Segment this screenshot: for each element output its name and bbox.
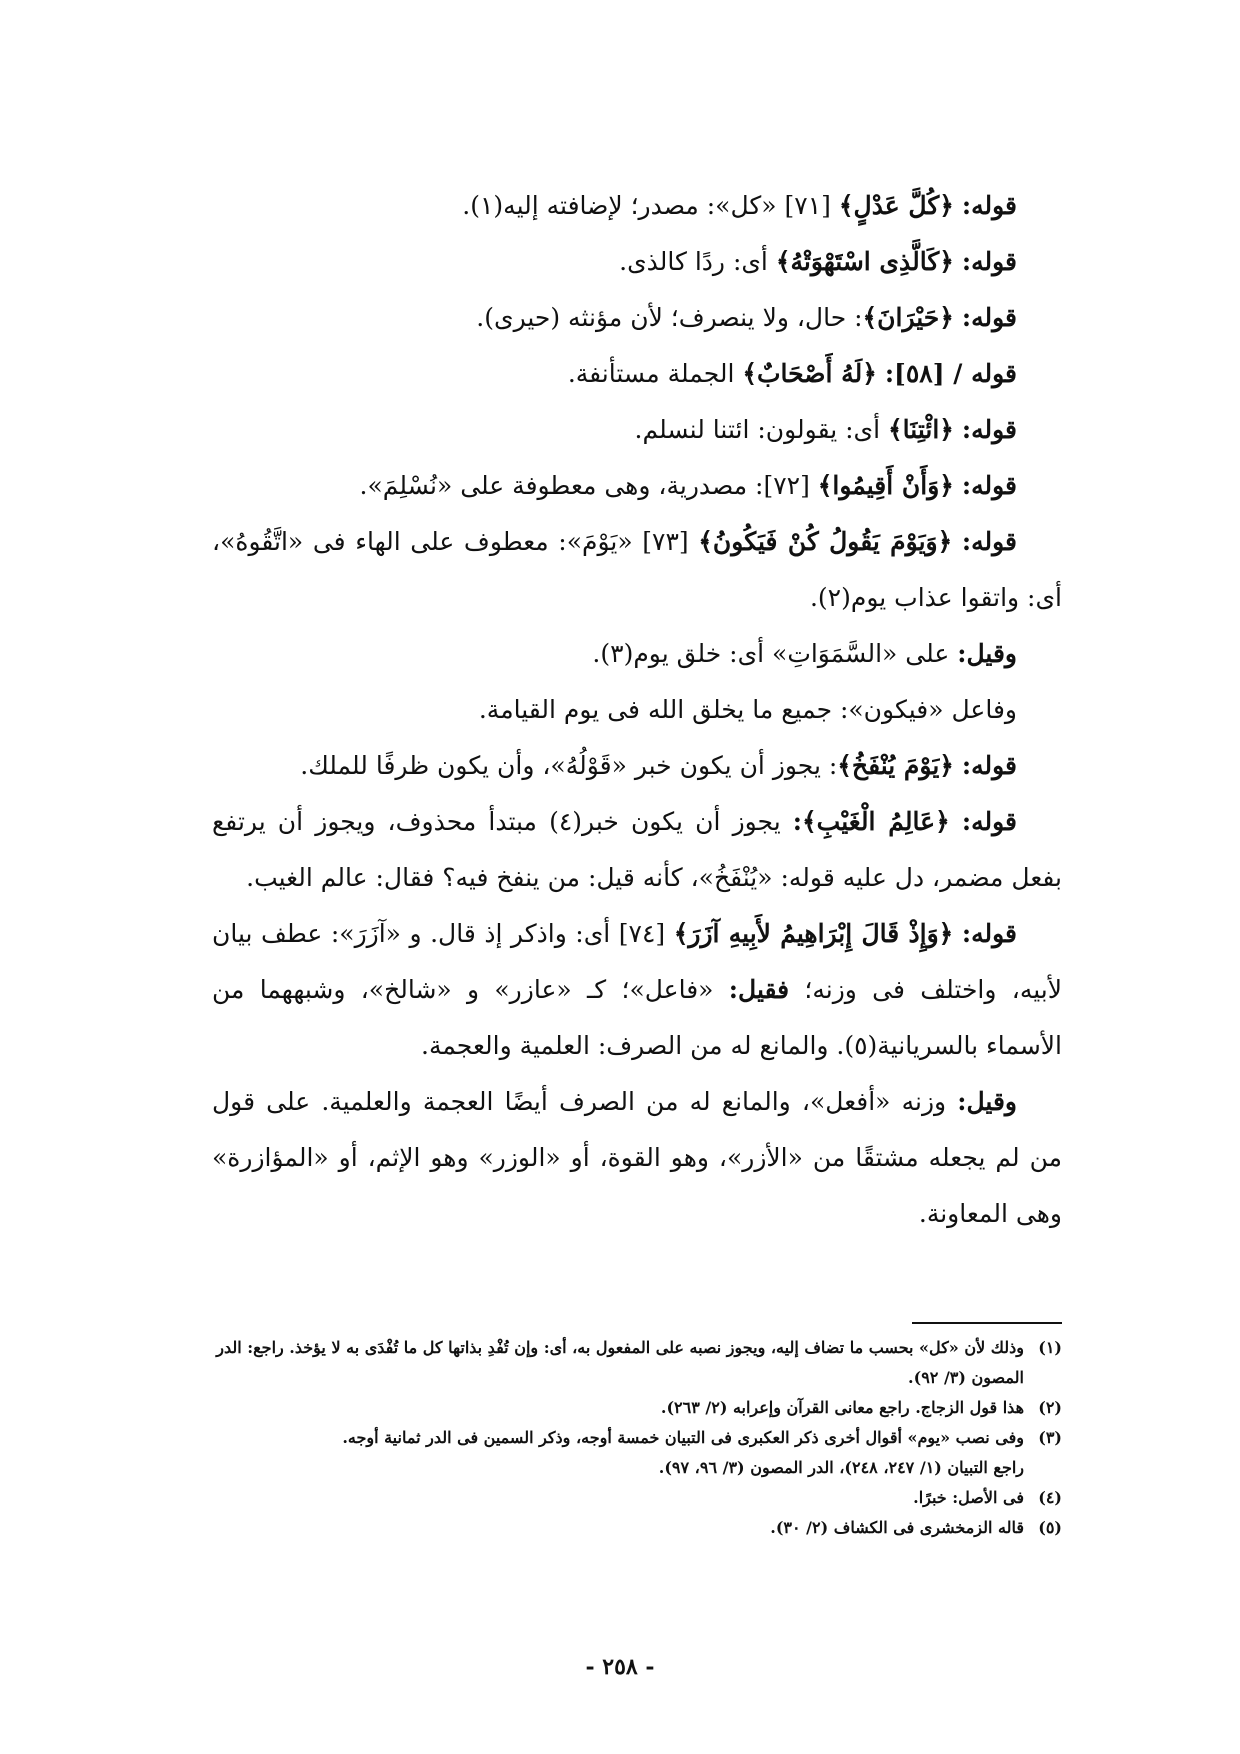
- paragraph-label: وقيل:: [957, 639, 1017, 668]
- quran-verse: ﴿لَهُ أَصْحَابٌ﴾: [742, 359, 877, 388]
- paragraph: [212, 178, 1062, 234]
- paragraph: [212, 794, 1062, 906]
- paragraph-text: يجوز أن يكون خبر(٤) مبتدأ محذوف، ويجوز أن يرتفع بفعل مضمر، دل عليه قوله: «يُنْفَخُ»، كأنه قيل: من ينفخ فيه؟ فقال: عالم الغيب.: [212, 807, 1062, 892]
- quran-verse: ﴿وَأَنْ أَقِيمُوا﴾: [817, 471, 954, 500]
- paragraph-text: وفاعل «فيكون»: جميع ما يخلق الله فى يوم القيامة.: [478, 695, 1017, 724]
- paragraph: [212, 626, 1062, 682]
- footnote-text: هذا قول الزجاج. راجع معانى القرآن وإعرابه (٢/ ٢٦٣).: [660, 1398, 1024, 1417]
- paragraph-label: وقيل:: [957, 1087, 1017, 1116]
- paragraph: [212, 346, 1062, 402]
- page-number: - ٢٥٨ -: [585, 1654, 655, 1680]
- footnote-continuation: راجع التبيان (١/ ٢٤٧، ٢٤٨)، الدر المصون (٣/ ٩٦، ٩٧).: [658, 1458, 1024, 1477]
- quran-verse: ﴿يَوْمَ يُنْفَخُ﴾: [837, 751, 954, 780]
- paragraph-text: [٧٣] «يَوْمَ»: معطوف على الهاء فى «اتَّقُوهُ»، أى: واتقوا عذاب يوم(٢).: [212, 527, 1062, 612]
- paragraph-label: قوله:: [961, 247, 1017, 276]
- paragraph-text: أى: ردًا كالذى.: [619, 247, 768, 276]
- paragraph-text: [٧٤] أى: واذكر إذ قال. و «آزَرَ»: عطف بيان لأبيه، واختلف فى وزنه؛: [212, 919, 1062, 1004]
- paragraph-text: [٧٢]: مصدرية، وهى معطوفة على «نُسْلِمَ».: [359, 471, 810, 500]
- paragraph: [212, 458, 1062, 514]
- footnote-text: وفى نصب «يوم» أقوال أخرى ذكر العكبرى فى التبيان خمسة أوجه، وذكر السمين فى الدر ثمانية أوجه.: [342, 1428, 1024, 1447]
- footnote-number: (٥): [1038, 1518, 1062, 1537]
- paragraph-label: قوله / [٥٨]:: [884, 359, 1017, 388]
- quran-verse: ﴿وَيَوْمَ يَقُولُ كُنْ فَيَكُونُ﴾: [698, 527, 953, 556]
- paragraph-text: : يجوز أن يكون خبر «قَوْلُهُ»، وأن يكون ظرفًا للملك.: [300, 751, 838, 780]
- quran-verse: ﴿حَيْرَانَ﴾: [862, 303, 954, 332]
- footnote: [212, 1393, 1062, 1423]
- paragraph-label: قوله:: [961, 191, 1017, 220]
- paragraph: [212, 514, 1062, 626]
- quran-verse: ﴿كَالَّذِى اسْتَهْوَتْهُ﴾: [775, 247, 954, 276]
- quran-verse: ﴿كُلَّ عَدْلٍ﴾: [838, 191, 954, 220]
- footnote: [212, 1423, 1062, 1453]
- paragraph-text: أى: يقولون: ائتنا لنسلم.: [634, 415, 881, 444]
- footnotes: [212, 1333, 1062, 1543]
- paragraph-label: قوله:: [961, 751, 1017, 780]
- paragraph: [212, 1074, 1062, 1242]
- footnote: [212, 1333, 1062, 1393]
- paragraph-text: الجملة مستأنفة.: [567, 359, 735, 388]
- paragraph-text: «فاعل»؛ كـ «عازر» و «شالخ»، وشبههما من الأسماء بالسريانية(٥). والمانع له من الصرف: العلمية والعجمة.: [212, 975, 1062, 1060]
- paragraph-label: قوله:: [961, 807, 1017, 836]
- paragraph: [212, 290, 1062, 346]
- paragraph-label: قوله:: [961, 919, 1018, 948]
- footnote-text: وذلك لأن «كل» بحسب ما تضاف إليه، ويجوز نصبه على المفعول به، أى: وإن تُفْدِ بذاتها كل ما تُفْدَى به لا يؤخذ. راجع: الدر المصون (٣/ ٩٢).: [216, 1338, 1024, 1387]
- paragraph-text: : حال، ولا ينصرف؛ لأن مؤنثه (حيرى).: [476, 303, 863, 332]
- paragraph-label: قوله:: [961, 415, 1017, 444]
- paragraph: [212, 738, 1062, 794]
- footnote-number: (٣): [1038, 1428, 1062, 1447]
- quran-verse: ﴿عَالِمُ الْغَيْبِ﴾:: [792, 807, 950, 836]
- main-text-body: [212, 178, 1062, 1242]
- footnote-text: قاله الزمخشرى فى الكشاف (٢/ ٣٠).: [770, 1518, 1024, 1537]
- paragraph-text: [٧١] «كل»: مصدر؛ لإضافته إليه(١).: [462, 191, 831, 220]
- paragraph-text: على «السَّمَوَاتِ» أى: خلق يوم(٣).: [592, 639, 950, 668]
- paragraph: [212, 402, 1062, 458]
- footnote-number: (٤): [1038, 1488, 1062, 1507]
- footnote: [212, 1513, 1062, 1543]
- footnote-number: (٢): [1038, 1398, 1062, 1417]
- paragraph: [212, 906, 1062, 1074]
- footnote-divider: [912, 1322, 1062, 1324]
- paragraph: [212, 234, 1062, 290]
- paragraph-label: قوله:: [961, 527, 1017, 556]
- paragraph-label: قوله:: [961, 303, 1017, 332]
- footnote: [212, 1483, 1062, 1513]
- footnote-number: (١): [1038, 1338, 1062, 1357]
- quran-verse: ﴿وَإِذْ قَالَ إِبْرَاهِيمُ لأَبِيهِ آزَرَ﴾: [673, 919, 954, 948]
- paragraph-text: وزنه «أفعل»، والمانع له من الصرف أيضًا العجمة والعلمية. على قول من لم يجعله مشتقًا من «الأزر»، وهو القوة، أو «الوزر» وهو الإثم، أو «المؤازرة» وهى المعاونة.: [212, 1087, 1062, 1228]
- paragraph: [212, 682, 1062, 738]
- paragraph-label: فقيل:: [728, 975, 790, 1004]
- quran-verse: ﴿ائْتِنَا﴾: [888, 415, 954, 444]
- footnote-text: فى الأصل: خبرًا.: [913, 1488, 1024, 1507]
- paragraph-label: قوله:: [961, 471, 1017, 500]
